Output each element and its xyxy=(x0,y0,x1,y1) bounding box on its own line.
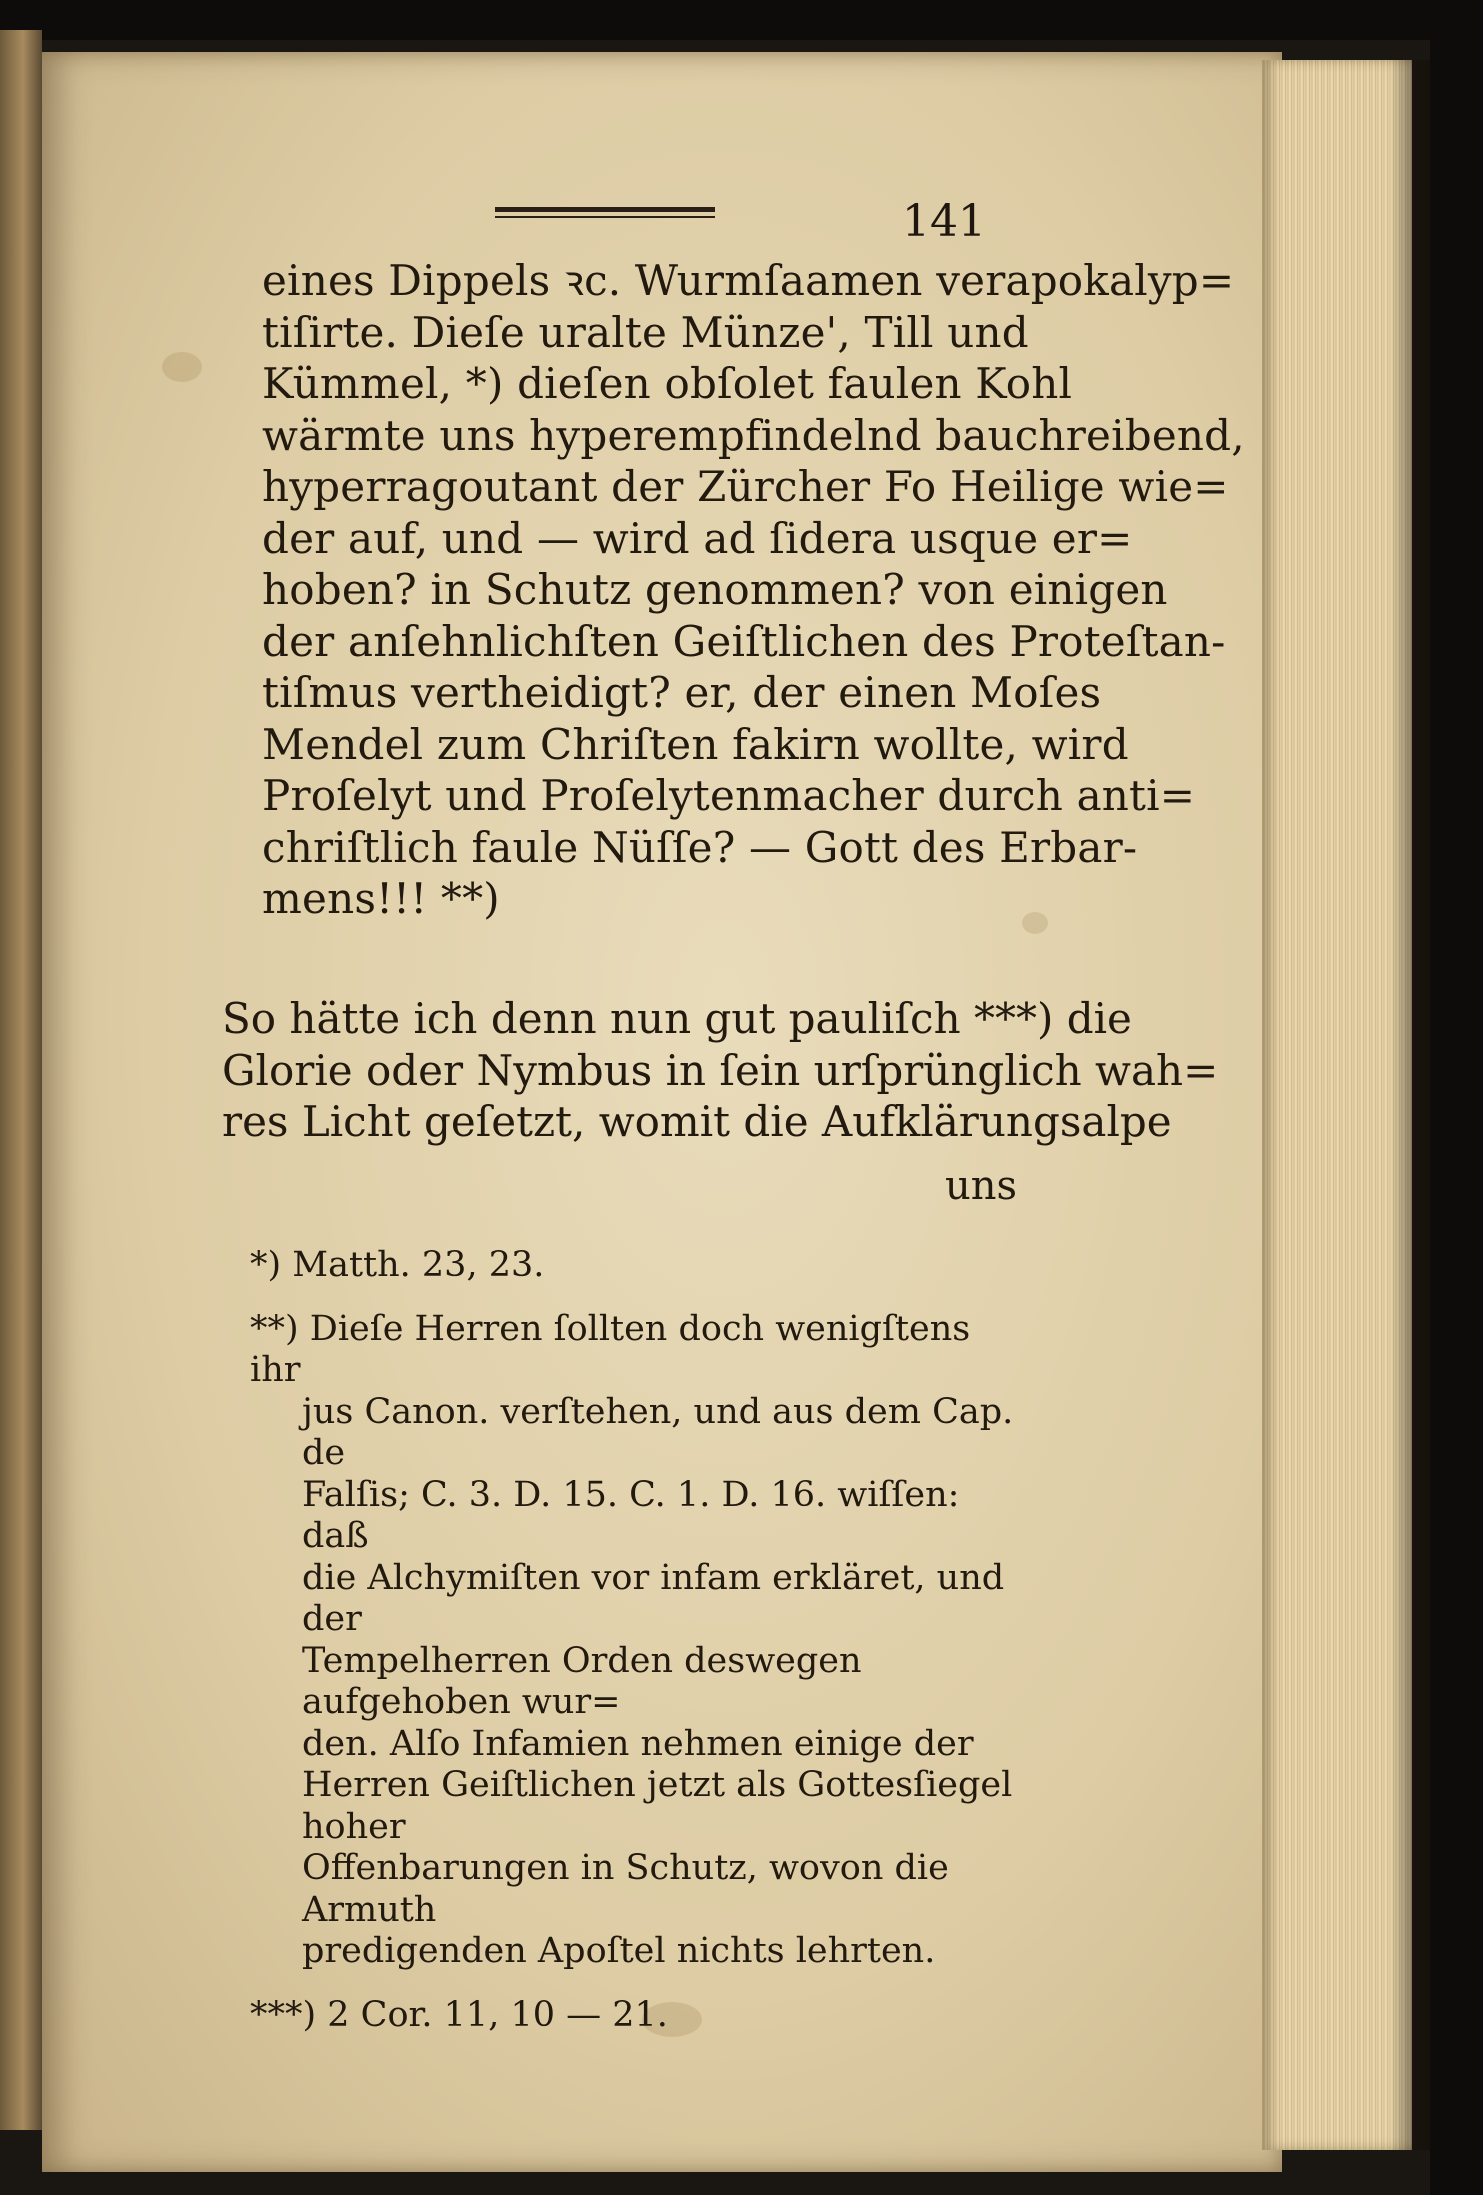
page-number: 141 xyxy=(902,196,986,247)
facing-page-edge xyxy=(0,30,42,2130)
text-line: Mendel zum Chriſten fakirn wollte, wird xyxy=(262,719,1129,769)
footnotes xyxy=(250,1245,1025,2036)
text-line: mens!!! **) xyxy=(262,874,500,923)
footnote-1: *) Matth. 23, 23. xyxy=(250,1245,545,1285)
text-line: So hätte ich denn nun gut pauliſch ***) die xyxy=(222,994,1132,1043)
footnote-2-line: Herren Geiſtlichen jetzt als Gottesſiegel hoher xyxy=(302,1765,1013,1847)
second-paragraph xyxy=(222,993,1219,1148)
text-line: tiſmus vertheidigt? er, der einen Moſes xyxy=(262,668,1102,717)
text-line: der anſehnlichſten Geiſtlichen des Proteſtan- xyxy=(262,616,1226,666)
text-line: Glorie oder Nymbus in ſein urſprünglich wah= xyxy=(222,1045,1219,1095)
text-line: eines Dippels ꝛc. Wurmſaamen verapokalyp= xyxy=(262,256,1235,305)
text-line: chriſtlich faule Nüſſe? — Gott des Erbar- xyxy=(262,822,1138,872)
footnote-3: ***) 2 Cor. 11, 10 — 21. xyxy=(250,1994,668,2035)
footnote-2-line: jus Canon. verſtehen, und aus dem Cap. de xyxy=(302,1391,1014,1473)
main-paragraph xyxy=(262,255,1245,925)
text-line: hyperragoutant der Zürcher Fo Heilige wie= xyxy=(262,462,1229,511)
text-line: Proſelyt und Proſelytenmacher durch anti= xyxy=(262,771,1196,820)
footnote-2-line: **) Dieſe Herren ſollten doch wenigſtens ihr xyxy=(250,1308,971,1390)
stain xyxy=(162,352,202,382)
footnote-2-line: Tempelherren Orden deswegen aufgehoben wur= xyxy=(302,1640,862,1722)
text-line: Kümmel, *) dieſen obſolet faulen Kohl xyxy=(262,359,1073,408)
footnote-2-line: Falſis; C. 3. D. 15. C. 1. D. 16. wiſſen: daß xyxy=(302,1474,960,1556)
text-line: tiſirte. Dieſe uralte Münze', Till und xyxy=(262,307,1029,357)
footnote-2-line: predigenden Apoſtel nichts lehrten. xyxy=(302,1931,936,1971)
footnote-2-line: den. Alſo Infamien nehmen einige der xyxy=(302,1723,974,1764)
footnote-2-line: die Alchymiſten vor infam erkläret, und der xyxy=(302,1557,1005,1639)
header-rule-thin xyxy=(495,216,715,218)
text-line: wärmte uns hyperempfindelnd bauchreibend, xyxy=(262,410,1245,460)
footnote-2-line: Offenbarungen in Schutz, wovon die Armuth xyxy=(302,1848,949,1930)
text-line: res Licht geſetzt, womit die Aufklärungsalpe xyxy=(222,1097,1172,1146)
text-line: der auf, und — wird ad ſidera usque er= xyxy=(262,513,1133,563)
text-line: hoben? in Schutz genommen? von einigen xyxy=(262,565,1168,614)
header-rule-thick xyxy=(495,207,715,212)
catchword: uns xyxy=(945,1163,1018,1209)
stain xyxy=(1022,912,1048,934)
page-edge-shadow xyxy=(1390,60,1430,2150)
